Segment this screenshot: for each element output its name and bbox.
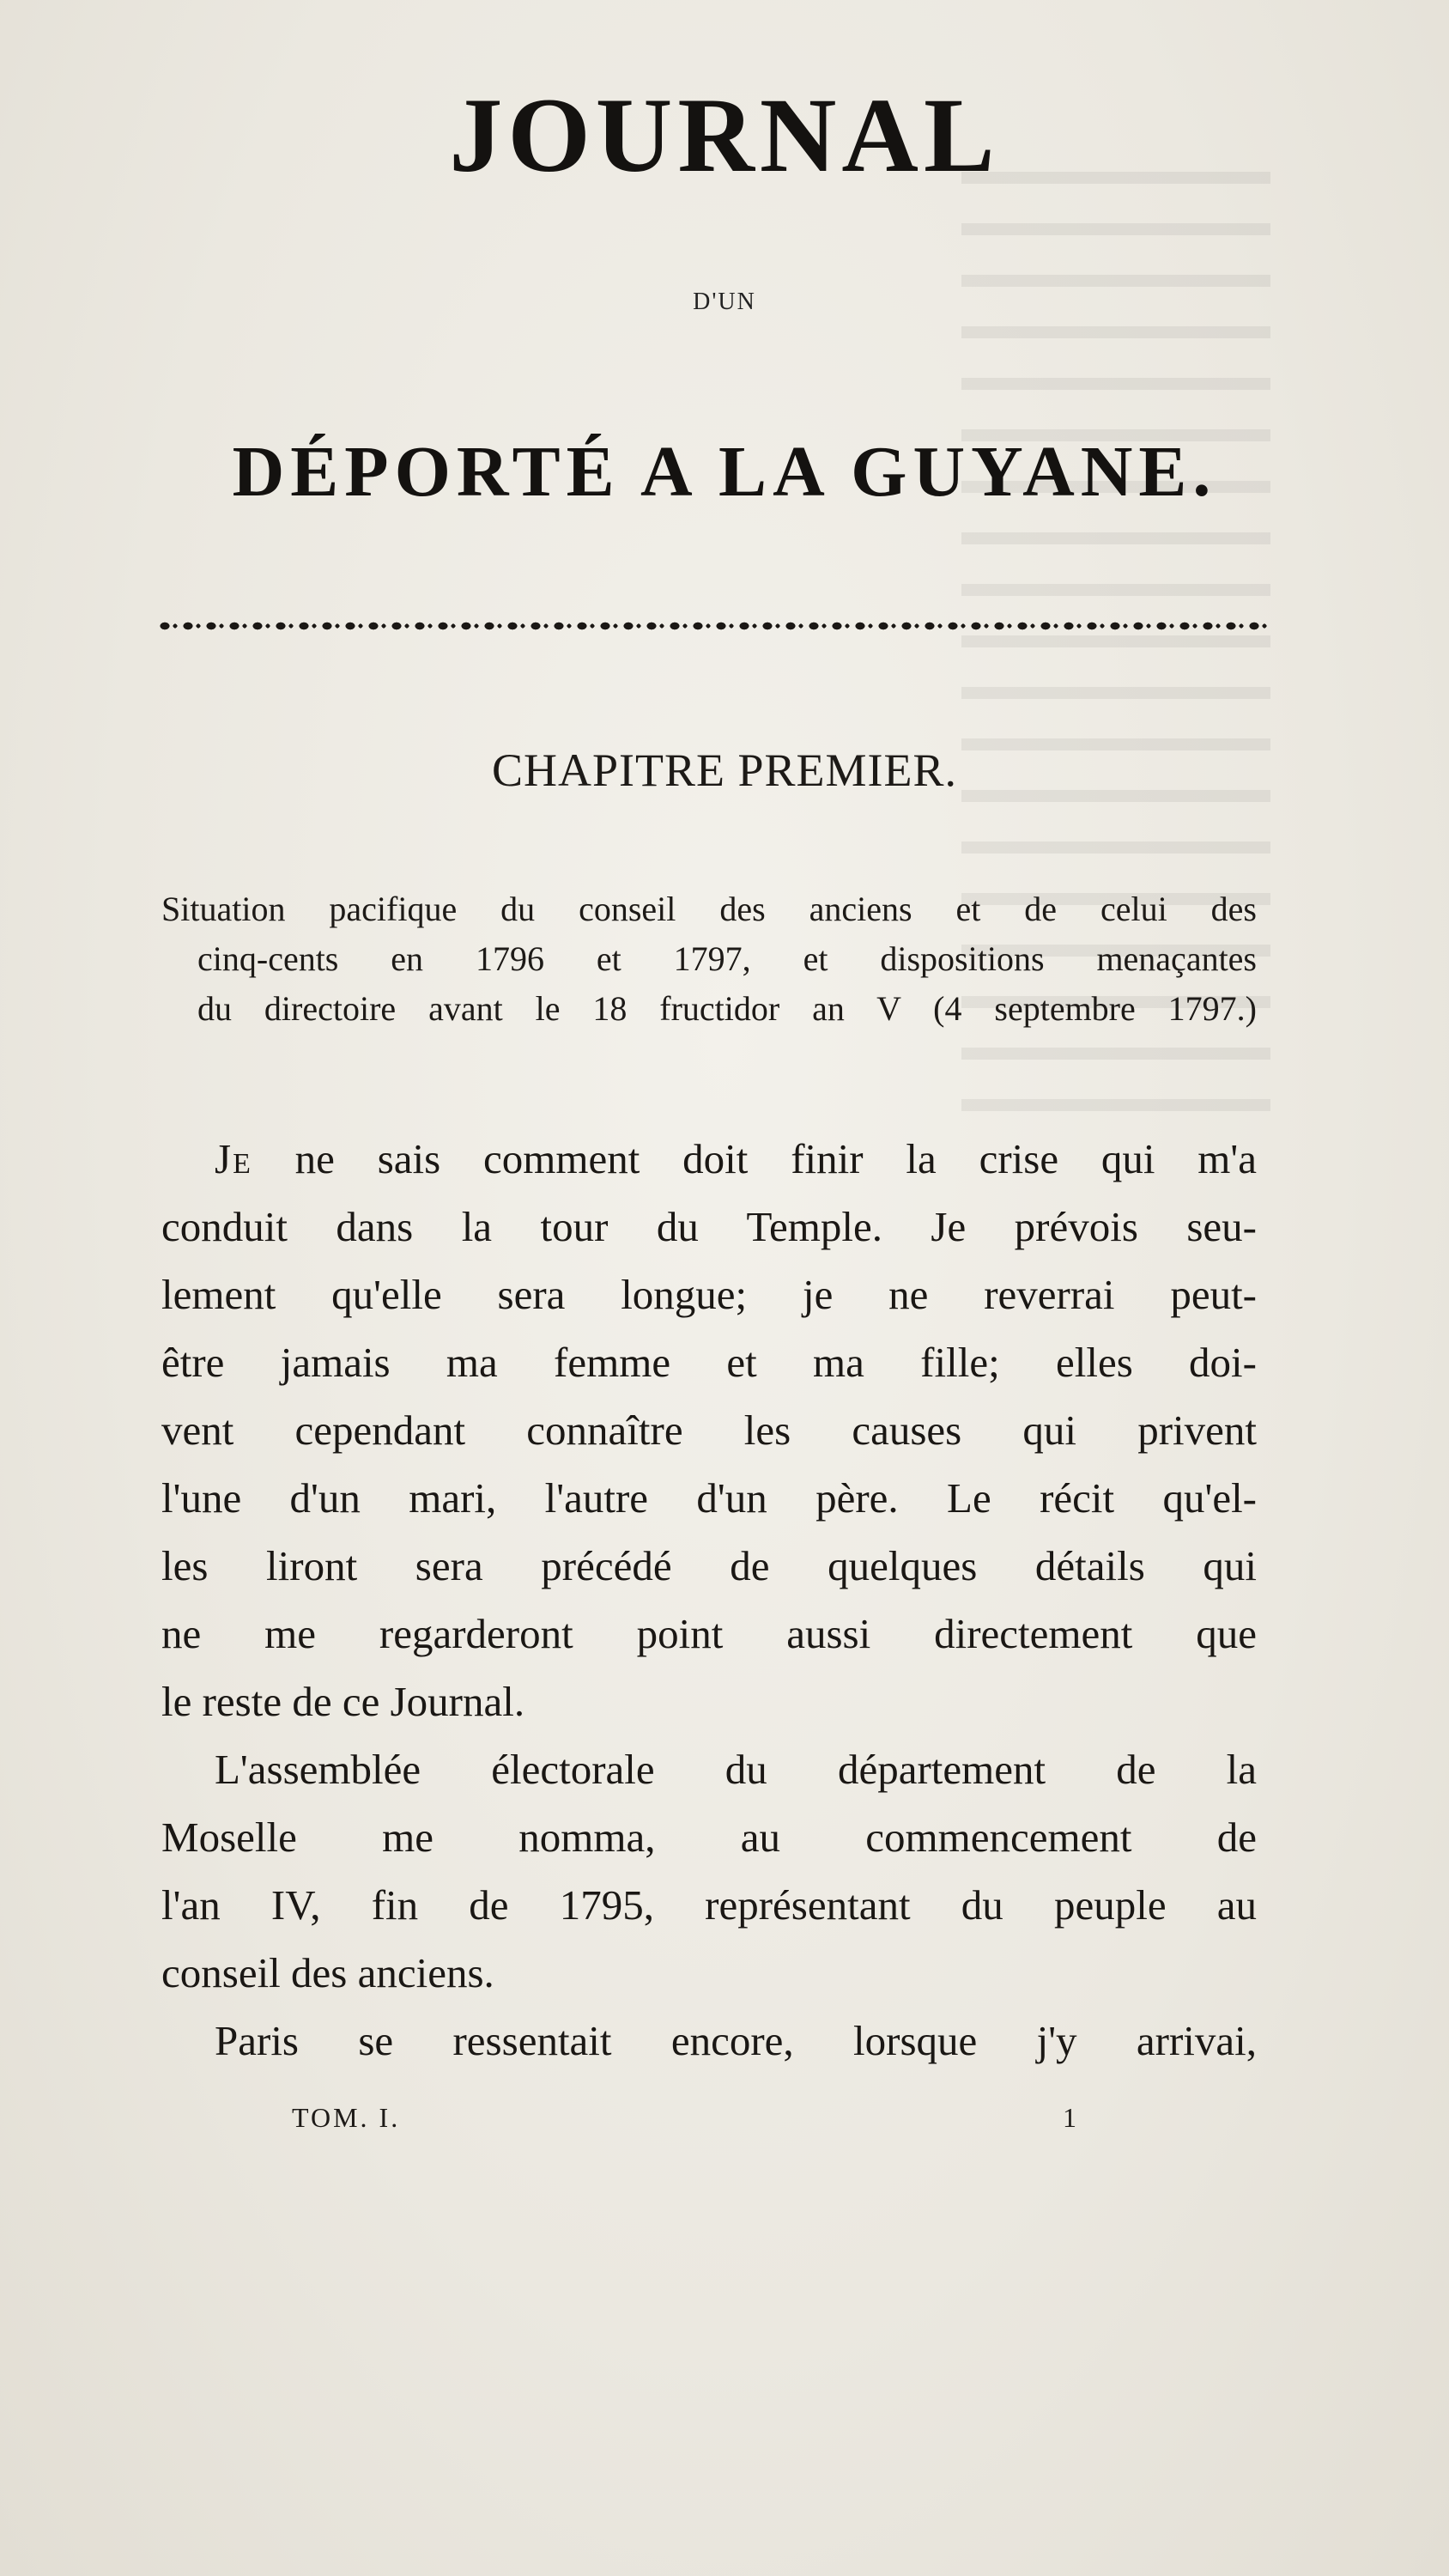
text-line: l'an IV, fin de 1795, représentant du peuple au [161,1881,1257,1929]
ornamental-rule [156,617,1269,635]
text-line: L'assemblée électorale du département de la [215,1746,1257,1793]
text-line: ne sais comment doit finir la crise qui m'a [294,1135,1257,1182]
text-line: l'une d'un mari, l'autre d'un père. Le récit qu'el- [161,1474,1257,1522]
page-title: JOURNAL [449,76,1000,194]
text-line: être jamais ma femme et ma fille; elles doi- [161,1339,1257,1386]
summary-line: Situation pacifique du conseil des anciens et de celui des [161,890,1257,928]
text-line: conduit dans la tour du Temple. Je prévois seu- [161,1203,1257,1250]
text-line: lement qu'elle sera longue; je ne reverrai peut- [161,1271,1257,1318]
page-subtitle: DÉPORTÉ A LA GUYANE. [232,432,1217,512]
title-preposition: D'UN [693,289,756,315]
summary-line: du directoire avant le 18 fructidor an V (4 septembre 1797.) [197,989,1257,1028]
body-text [161,1125,1257,2075]
dropcap: Je [215,1135,252,1182]
text-line: conseil des anciens. [161,1949,494,1996]
text-line: le reste de ce Journal. [161,1678,525,1725]
paragraph-1-first-line [161,1125,1257,1193]
chapter-summary [161,884,1257,1034]
text-line: les liront sera précédé de quelques détails qui [161,1542,1257,1589]
text-line: Paris se ressentait encore, lorsque j'y arrivai, [215,2017,1257,2064]
text-line: vent cependant connaître les causes qui privent [161,1406,1257,1454]
chapter-heading: CHAPITRE PREMIER. [491,744,958,796]
summary-line: cinq-cents en 1796 et 1797, et dispositions menaçantes [197,939,1257,978]
page-number: 1 [1063,2102,1076,2133]
text-line: Moselle me nomma, au commencement de [161,1814,1257,1861]
signature-mark: TOM. I. [292,2102,401,2133]
text-line: ne me regarderont point aussi directement que [161,1610,1257,1657]
